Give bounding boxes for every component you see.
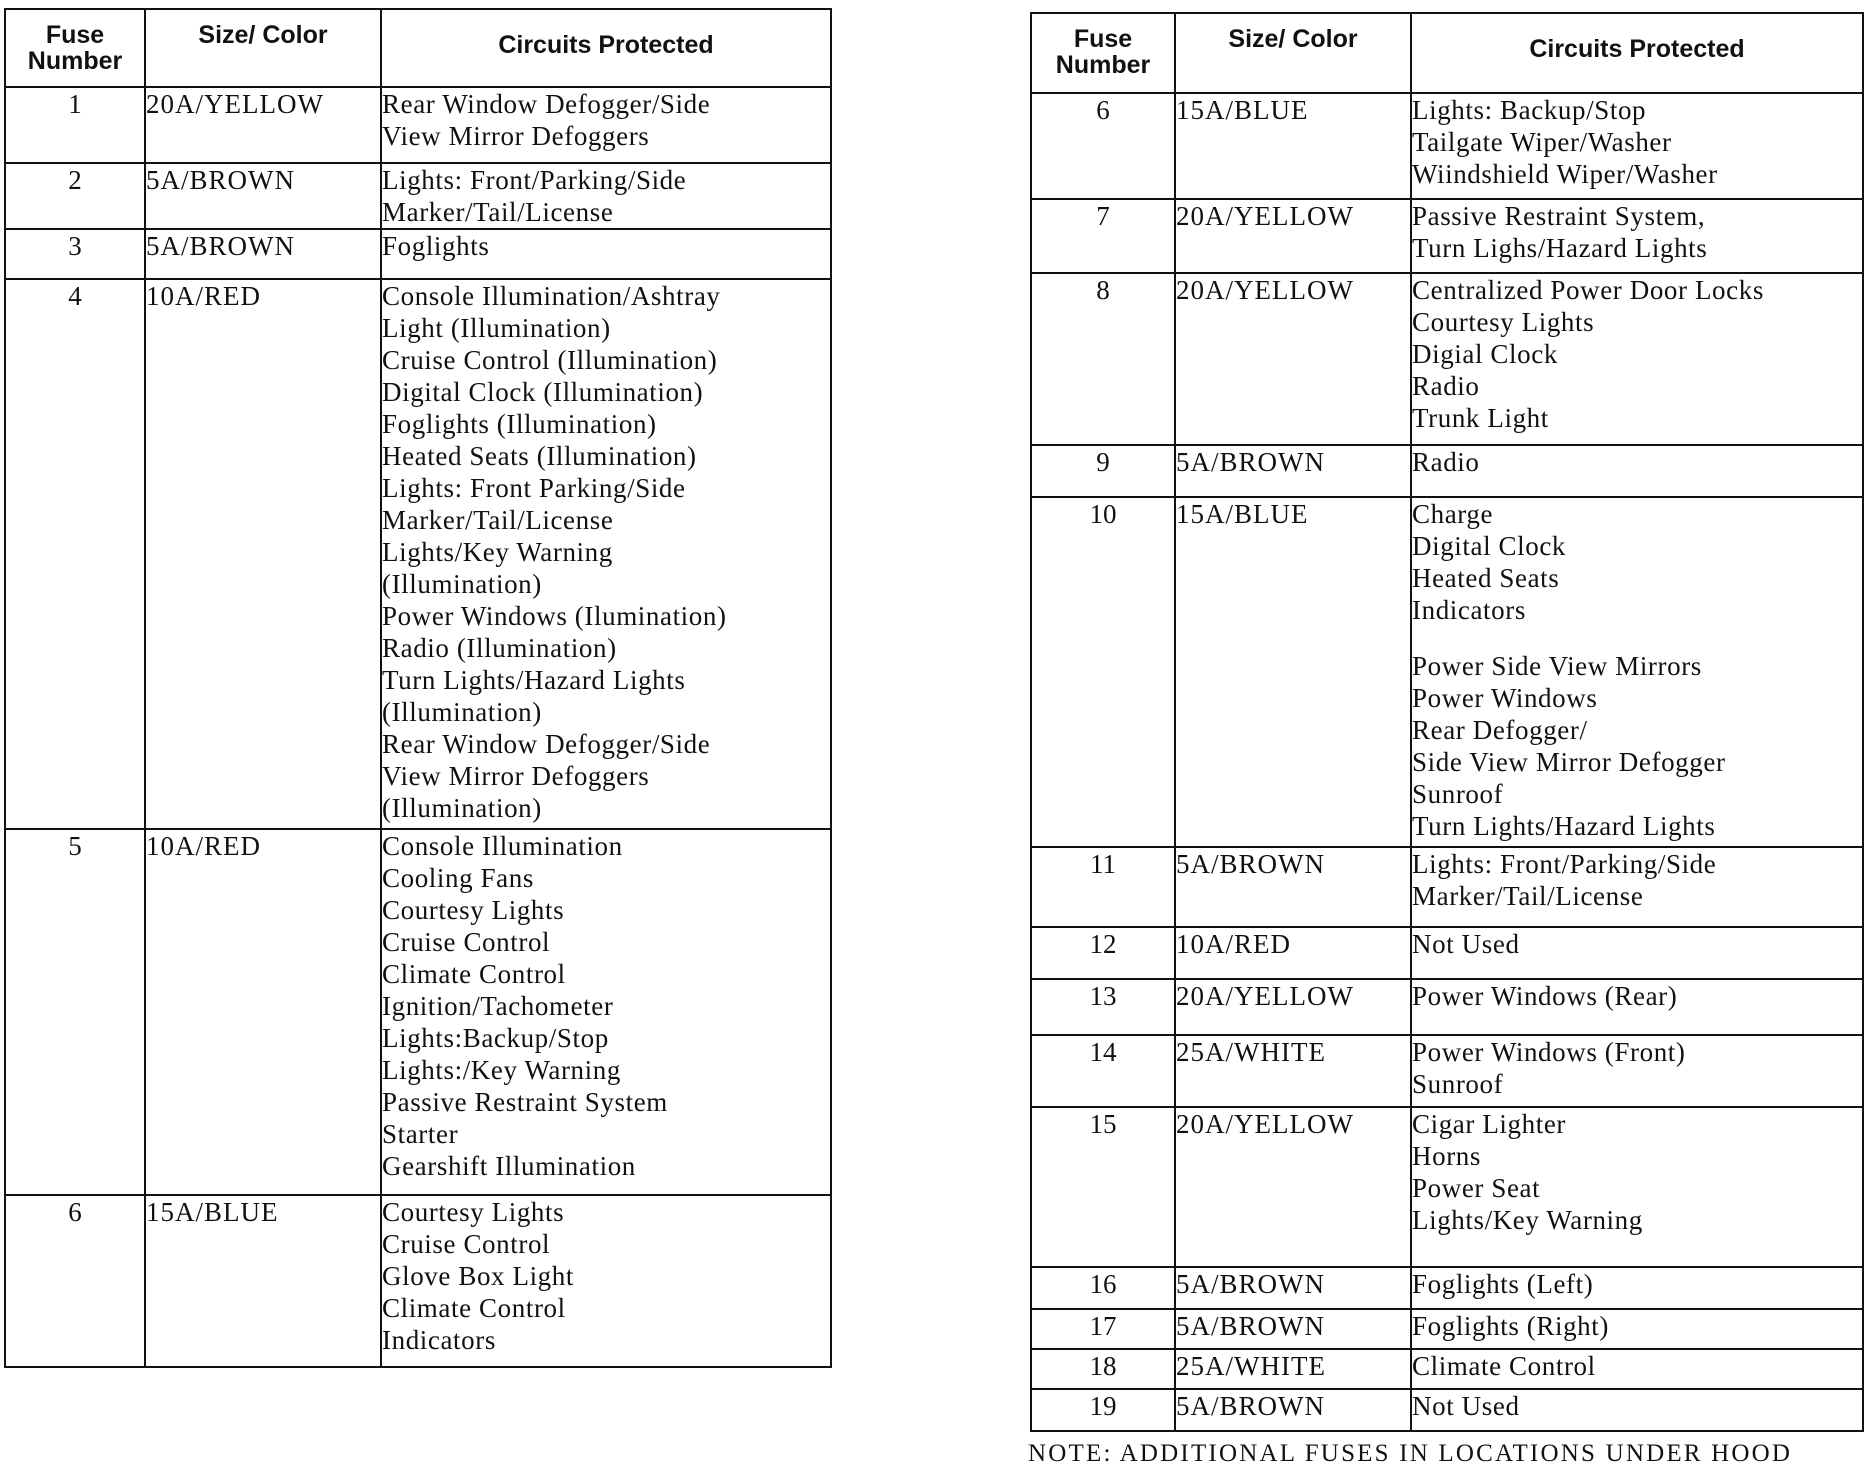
header-row [5,9,831,87]
fuse-number-cell: 14 [1031,1035,1175,1107]
fuse-row [1031,1309,1863,1349]
fuse-number-cell: 19 [1031,1389,1175,1431]
circuit-line: Indicators [382,1325,496,1355]
fuse-number-cell: 5 [5,829,145,1195]
circuit-line: Rear Window Defogger/Side [382,89,711,119]
fuse-table-left [4,8,832,1368]
circuits-protected-cell [381,163,831,229]
circuit-line: Light (Illumination) [382,313,611,343]
fuse-row [1031,1107,1863,1267]
fuse-size-color-cell: 5A/BROWN [145,163,381,229]
circuits-protected-cell [1411,1349,1863,1389]
fuse-row [1031,1349,1863,1389]
fuse-size-color-cell: 15A/BLUE [1175,497,1411,847]
fuse-number-cell: 2 [5,163,145,229]
circuit-line: View Mirror Defoggers [382,121,650,151]
fuse-number-cell: 9 [1031,445,1175,497]
circuit-line: Cruise Control [382,1229,551,1259]
fuse-size-color-cell: 25A/WHITE [1175,1035,1411,1107]
circuits-protected-cell [1411,1107,1863,1267]
fuse-size-color-cell: 5A/BROWN [145,229,381,279]
fuse-size-color-cell: 20A/YELLOW [1175,979,1411,1035]
circuit-line: Rear Window Defogger/Side [382,729,711,759]
fuse-row [1031,847,1863,927]
circuit-line: Cigar Lighter [1412,1109,1567,1139]
fuse-number-cell: 15 [1031,1107,1175,1267]
circuit-line: Courtesy Lights [382,895,565,925]
fuse-row [5,229,831,279]
fuse-number-cell: 8 [1031,273,1175,445]
circuit-line: Digital Clock (Illumination) [382,377,704,407]
fuse-table-right [1030,12,1864,1432]
fuse-row [1031,927,1863,979]
circuits-protected-cell [1411,273,1863,445]
circuit-line: Starter [382,1119,459,1149]
circuits-protected-cell [1411,1267,1863,1309]
circuit-line: Foglights (Left) [1412,1269,1594,1299]
fuse-number-cell: 6 [5,1195,145,1367]
fuse-size-color-cell: 5A/BROWN [1175,847,1411,927]
circuit-line: Lights: Front Parking/Side [382,473,686,503]
circuit-line: (Illumination) [382,793,542,823]
fuse-row [5,1195,831,1367]
circuit-line: Turn Lights/Hazard Lights [1412,811,1716,841]
circuit-line: Charge [1412,499,1494,529]
circuit-line: Heated Seats [1412,563,1560,593]
circuit-line: Sunroof [1412,779,1504,809]
circuit-line: Lights/Key Warning [382,537,613,567]
circuit-line: Power Seat [1412,1173,1541,1203]
circuit-line: Horns [1412,1141,1481,1171]
circuit-line: Radio [1412,447,1480,477]
circuit-line: Passive Restraint System [382,1087,668,1117]
fuse-row [5,279,831,829]
circuit-line: Turn Lights/Hazard Lights [382,665,686,695]
fuse-size-color-cell: 5A/BROWN [1175,1309,1411,1349]
circuit-line: Sunroof [1412,1069,1504,1099]
fuse-row [1031,979,1863,1035]
fuse-row [1031,93,1863,199]
circuit-line: Lights: Front/Parking/Side [382,165,687,195]
fuse-size-color-cell: 15A/BLUE [1175,93,1411,199]
circuit-line: (Illumination) [382,569,542,599]
fuse-number-cell: 18 [1031,1349,1175,1389]
fuse-number-cell: 12 [1031,927,1175,979]
fuse-size-color-cell: 10A/RED [145,829,381,1195]
fuse-number-cell: 16 [1031,1267,1175,1309]
circuit-line: Courtesy Lights [1412,307,1595,337]
fuse-row [1031,1035,1863,1107]
circuit-line: Gearshift Illumination [382,1151,636,1181]
fuse-row [1031,445,1863,497]
circuit-line: Marker/Tail/License [1412,881,1644,911]
circuits-protected-cell [1411,199,1863,273]
header-size-color: Size/ Color [1175,13,1411,93]
footer-note: NOTE: ADDITIONAL FUSES IN LOCATIONS UNDER HOOD [1028,1440,1793,1467]
circuit-line: Cruise Control [382,927,551,957]
circuit-line: Console Illumination/Ashtray [382,281,721,311]
fuse-size-color-cell: 5A/BROWN [1175,445,1411,497]
circuits-protected-cell [1411,1035,1863,1107]
fuse-table-left-body [5,87,831,1367]
circuit-line: Foglights (Right) [1412,1311,1609,1341]
circuits-protected-cell [381,1195,831,1367]
circuit-line: Radio [1412,371,1480,401]
fuse-number-cell: 4 [5,279,145,829]
circuits-protected-cell [381,829,831,1195]
header-size-color: Size/ Color [145,9,381,87]
circuit-line: Digial Clock [1412,339,1558,369]
fuse-number-cell: 7 [1031,199,1175,273]
circuit-line: Climate Control [382,959,566,989]
fuse-row [1031,1267,1863,1309]
fuse-table-right-body [1031,93,1863,1431]
circuit-line: Console Illumination [382,831,623,861]
fuse-size-color-cell: 20A/YELLOW [1175,273,1411,445]
circuit-line: Lights/Key Warning [1412,1205,1643,1235]
fuse-size-color-cell: 15A/BLUE [145,1195,381,1367]
fuse-number-cell: 11 [1031,847,1175,927]
circuits-protected-cell [381,87,831,163]
circuit-line: Power Windows (Rear) [1412,981,1678,1011]
fuse-number-cell: 1 [5,87,145,163]
circuits-protected-cell [1411,847,1863,927]
fuse-size-color-cell: 25A/WHITE [1175,1349,1411,1389]
circuit-line: Lights: Front/Parking/Side [1412,849,1717,879]
circuit-line: Power Windows (Ilumination) [382,601,727,631]
fuse-number-cell: 6 [1031,93,1175,199]
circuits-protected-cell [381,279,831,829]
circuit-line: Ignition/Tachometer [382,991,614,1021]
circuit-line: Heated Seats (Illumination) [382,441,697,471]
circuits-protected-cell [1411,445,1863,497]
circuit-line: Power Windows (Front) [1412,1037,1686,1067]
fuse-size-color-cell: 20A/YELLOW [145,87,381,163]
header-row [1031,13,1863,93]
fuse-row [5,163,831,229]
circuits-protected-cell [1411,1389,1863,1431]
circuit-line: Marker/Tail/License [382,505,614,535]
fuse-number-cell: 13 [1031,979,1175,1035]
circuit-line: Not Used [1412,1391,1520,1421]
circuits-protected-cell [1411,497,1863,847]
fuse-row [1031,497,1863,847]
fuse-row [5,829,831,1195]
circuits-protected-cell [381,229,831,279]
circuit-line: Power Side View Mirrors [1412,651,1702,681]
fuse-size-color-cell: 10A/RED [145,279,381,829]
header-fuse-number: Fuse Number [5,9,145,87]
circuit-line: Digital Clock [1412,531,1567,561]
circuit-line: Rear Defogger/ [1412,715,1588,745]
fuse-size-color-cell: 5A/BROWN [1175,1267,1411,1309]
circuit-line: Turn Lighs/Hazard Lights [1412,233,1708,263]
circuits-protected-cell [1411,93,1863,199]
fuse-size-color-cell: 20A/YELLOW [1175,1107,1411,1267]
fuse-row [1031,199,1863,273]
circuit-line: (Illumination) [382,697,542,727]
fuse-size-color-cell: 5A/BROWN [1175,1389,1411,1431]
circuit-line: Radio (Illumination) [382,633,617,663]
circuit-line: View Mirror Defoggers [382,761,650,791]
fuse-row [1031,1389,1863,1431]
fuse-number-cell: 17 [1031,1309,1175,1349]
circuit-line: Foglights (Illumination) [382,409,657,439]
circuit-line: Foglights [382,231,490,261]
circuit-line: Power Windows [1412,683,1598,713]
circuit-line: Marker/Tail/License [382,197,614,227]
circuit-line: Not Used [1412,929,1520,959]
circuit-line: Centralized Power Door Locks [1412,275,1764,305]
circuit-line: Lights: Backup/Stop [1412,95,1647,125]
circuit-gap [1412,626,1862,650]
fuse-number-cell: 10 [1031,497,1175,847]
circuit-line: Cooling Fans [382,863,534,893]
circuit-line: Passive Restraint System, [1412,201,1706,231]
fuse-size-color-cell: 10A/RED [1175,927,1411,979]
circuit-line: Lights:/Key Warning [382,1055,621,1085]
fuse-row [5,87,831,163]
header-circuits-protected: Circuits Protected [381,9,831,87]
circuit-line: Glove Box Light [382,1261,574,1291]
circuit-line: Cruise Control (Illumination) [382,345,718,375]
circuits-protected-cell [1411,979,1863,1035]
fuse-row [1031,273,1863,445]
circuit-line: Side View Mirror Defogger [1412,747,1726,777]
circuits-protected-cell [1411,927,1863,979]
header-circuits-protected: Circuits Protected [1411,13,1863,93]
circuit-line: Tailgate Wiper/Washer [1412,127,1672,157]
circuit-line: Trunk Light [1412,403,1549,433]
circuits-protected-cell [1411,1309,1863,1349]
fuse-number-cell: 3 [5,229,145,279]
circuit-line: Courtesy Lights [382,1197,565,1227]
circuit-line: Climate Control [1412,1351,1596,1381]
circuit-line: Climate Control [382,1293,566,1323]
header-fuse-number: Fuse Number [1031,13,1175,93]
circuit-line: Lights:Backup/Stop [382,1023,609,1053]
circuit-line: Wiindshield Wiper/Washer [1412,159,1718,189]
fuse-size-color-cell: 20A/YELLOW [1175,199,1411,273]
circuit-line: Indicators [1412,595,1526,625]
